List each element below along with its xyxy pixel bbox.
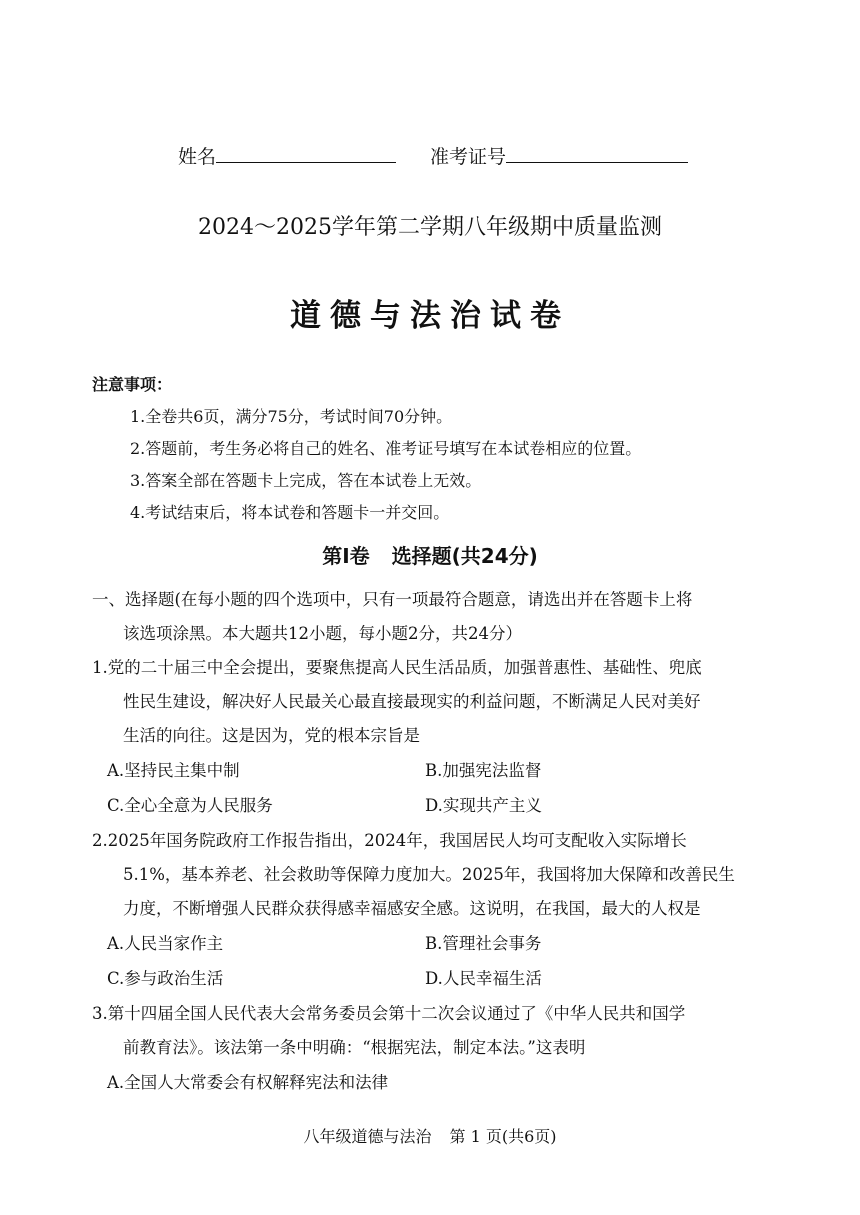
question-text: 3.第十四届全国人民代表大会常务委员会第十二次会议通过了《中华人民共和国学 xyxy=(92,1004,686,1023)
instruction-line: 一、选择题(在每小题的四个选项中，只有一项最符合题意，请选出并在答题卡上将 xyxy=(92,590,693,609)
option-d: D.人民幸福生活 xyxy=(425,969,542,988)
option-c: C.参与政治生活 xyxy=(107,969,224,988)
option-b: B.加强宪法监督 xyxy=(425,761,542,780)
question-text: 1.党的二十届三中全会提出，要聚焦提高人民生活品质，加强普惠性、基础性、兜底 xyxy=(92,658,702,677)
question-text: 力度，不断增强人民群众获得感幸福感安全感。这说明，在我国，最大的人权是 xyxy=(123,899,701,918)
question-text: 生活的向往。这是因为，党的根本宗旨是 xyxy=(123,726,420,745)
exam-id-blank[interactable] xyxy=(506,144,688,163)
question-text: 2.2025年国务院政府工作报告指出，2024年，我国居民人均可支配收入实际增长 xyxy=(92,831,687,850)
page-footer xyxy=(0,1124,860,1147)
option-a: A.全国人大常委会有权解释宪法和法律 xyxy=(107,1073,389,1092)
option-c: C.全心全意为人民服务 xyxy=(107,796,273,815)
question-text: 性民生建设，解决好人民最关心最直接最现实的利益问题，不断满足人民对美好 xyxy=(123,692,701,711)
option-a: A.人民当家作主 xyxy=(107,934,224,953)
exam-id-label: 准考证号 xyxy=(430,146,507,168)
section-heading xyxy=(0,540,860,569)
notice-item: 1.全卷共6页，满分75分，考试时间70分钟。 xyxy=(130,407,453,426)
name-label: 姓名 xyxy=(178,146,217,168)
notice-heading: 注意事项： xyxy=(92,375,173,394)
option-b: B.管理社会事务 xyxy=(425,934,542,953)
notice-item: 2.答题前，考生务必将自己的姓名、准考证号填写在本试卷相应的位置。 xyxy=(130,439,642,458)
footer-page-number: 第 1 页(共6页) xyxy=(449,1127,557,1146)
question-text: 5.1%，基本养老、社会救助等保障力度加大。2025年，我国将加大保障和改善民生 xyxy=(123,865,735,884)
notice-item: 4.考试结束后，将本试卷和答题卡一并交回。 xyxy=(130,503,450,522)
notice-item: 3.答案全部在答题卡上完成，答在本试卷上无效。 xyxy=(130,471,482,490)
name-blank[interactable] xyxy=(216,144,396,163)
section-name: 选择题(共24分) xyxy=(391,544,538,568)
option-d: D.实现共产主义 xyxy=(425,796,542,815)
exam-title: 2024～2025学年第二学期八年级期中质量监测 xyxy=(198,215,662,240)
option-a: A.坚持民主集中制 xyxy=(107,761,240,780)
question-text: 前教育法》。该法第一条中明确：“根据宪法，制定本法。”这表明 xyxy=(123,1038,586,1057)
candidate-info xyxy=(178,142,688,169)
section-part: 第Ⅰ卷 xyxy=(322,544,370,568)
subject-title: 道德与法治试卷 xyxy=(290,298,570,334)
instruction-line: 该选项涂黑。本大题共12小题，每小题2分，共24分） xyxy=(123,624,522,643)
footer-subject: 八年级道德与法治 xyxy=(303,1127,432,1146)
